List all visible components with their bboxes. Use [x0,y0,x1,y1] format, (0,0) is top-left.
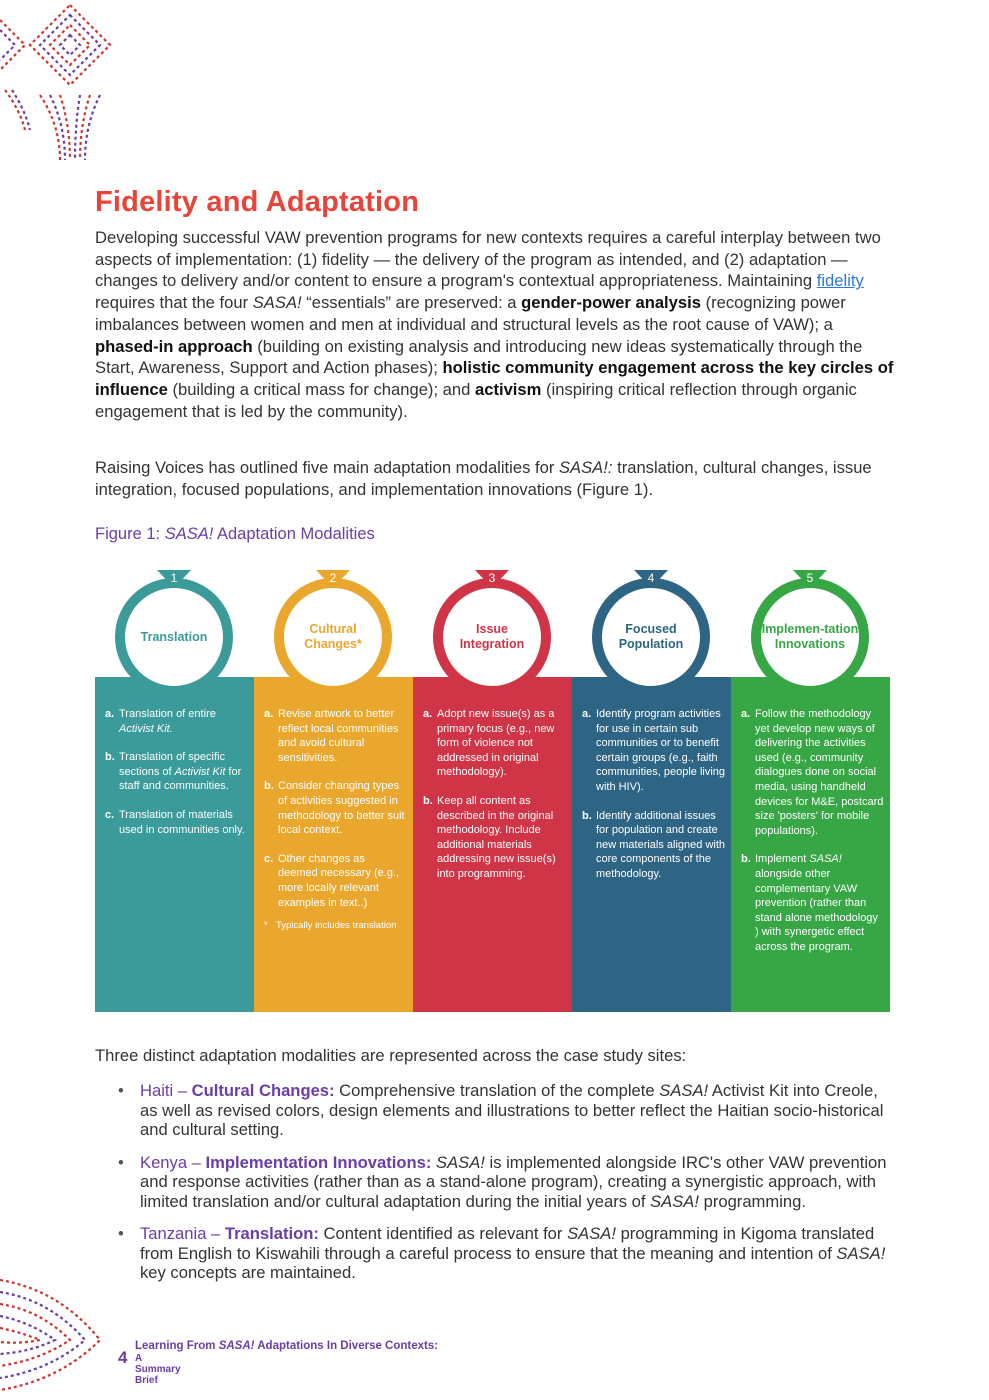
list-item-haiti: • Haiti – Cultural Changes: Comprehensive translation of the complete SASA! Activist Kit into Creole, as well as revised colors, design elements and illustrations to better reflect the Haitian socio-historical and cultural setting. [118,1081,884,1139]
modality-label: Implemen-tation Innovations [751,578,869,696]
page-number: 4 [118,1348,128,1367]
modality-number-badge: 5 [793,570,827,588]
modality-column-translation [95,677,254,1012]
fidelity-link[interactable]: fidelity [816,271,864,291]
list-item: a. Adopt new issue(s) as a primary focus (e.g., new form of violence not addressed in original methodology). [423,708,555,779]
modality-header-translation [95,570,254,700]
modality-header-issue-integration [413,570,572,700]
footer-title: Learning From SASA! Adaptations In Diverse Contexts: [135,1340,439,1352]
footer-subtitle: A Summary Brief [135,1353,181,1386]
list-item: c. Other changes as deemed necessary (e.g., more locally relevant examples in text..) [264,852,400,909]
modality-number-badge: 3 [475,570,509,588]
modality-number-badge: 2 [316,570,350,588]
case-study-list [118,1081,898,1296]
decorative-pattern-bottom [0,1270,110,1400]
footnote: * Typically includes translation [264,920,397,932]
modality-label: Issue Integration [433,578,551,696]
case-study-intro-paragraph: Three distinct adaptation modalities are represented across the case study sites: [95,1046,687,1065]
list-item-tanzania: • Tanzania – Translation: Content identified as relevant for SASA! programming in Kigoma translated from English to Kiswahili through a careful process to ensure that the meaning and intention of SASA! key concepts are maintained. [118,1224,886,1282]
modality-header-implementation-innovations [731,570,890,700]
modality-column-cultural-changes [254,677,413,1012]
modality-column-issue-integration [413,677,572,1012]
modality-number-badge: 1 [157,570,191,588]
modality-header-cultural-changes [254,570,413,700]
modality-column-implementation-innovations [731,677,890,1012]
list-item: c. Translation of materials used in communities only. [105,808,245,836]
adaptation-modalities-figure [95,570,889,1012]
list-item: b. Keep all content as described in the original methodology. Include additional materials addressing new issue(s) into programming. [423,794,556,880]
list-item: b. Consider changing types of activities suggested in methodology to better suit local context. [264,780,405,837]
intro-paragraph: Developing successful VAW prevention programs for new contexts requires a careful interplay between two aspects of implementation: (1) fidelity — the delivery of the program as intended, and (2) adaptation — changes to delivery and/or content to ensure a program's contextual appropriateness. Maintaining fidelity requires that the four SASA! “essentials” are preserved: a gender-power analysis (recognizing power imbalances between women and men at individual and structural levels as the root cause of VAW); a phased-in approach (building on existing analysis and introducing new ideas systematically through the Start, Awareness, Support and Action phases); holistic community engagement across the key circles of influence (building a critical mass for change); and activism (inspiring critical reflection through organic engagement that is led by the community). [95,228,894,421]
decorative-pattern-top [0,0,135,165]
list-item: a. Identify program activities for use in certain sub communities or to benefit certain groups (e.g., faith communities, people living with HIV). [582,708,726,793]
figure-caption: Figure 1: SASA! Adaptation Modalities [95,525,375,543]
list-item: b. Translation of specific sections of Activist Kit for staff and communities. [105,751,242,793]
modality-label: Cultural Changes* [274,578,392,696]
page-title: Fidelity and Adaptation [95,186,420,218]
modality-label: Translation [115,578,233,696]
modality-label: Focused Population [592,578,710,696]
list-item: b. Implement SASA! alongside other complementary VAW prevention (rather than stand alone methodology ) with synergetic effect across the program. [741,853,878,953]
list-item-kenya: • Kenya – Implementation Innovations: SASA! is implemented alongside IRC's other VAW prevention and response activities (rather than as a stand-alone program), creating a synergistic approach, with limited translation and/or cultural adaptation during the initial years of SASA! programming. [118,1152,887,1211]
modality-header-focused-population [572,570,731,700]
modality-column-focused-population [572,677,731,1012]
modality-number-badge: 4 [634,570,668,588]
modalities-intro-paragraph: Raising Voices has outlined five main adaptation modalities for SASA!: translation, cultural changes, issue integration, focused populations, and implementation innovations (Figure 1). [95,458,872,499]
list-item: a. Revise artwork to better reflect local communities and avoid cultural sensitivities. [264,708,399,764]
list-item: b. Identify additional issues for population and create new materials aligned with core components of the methodology. [582,809,726,880]
list-item: a. Follow the methodology yet develop new ways of delivering the activities used (e.g., community dialogues done on social media, using handheld devices for M&E, postcard size 'posters' for mobile populations). [741,708,884,837]
list-item: a. Translation of entire Activist Kit. [105,708,216,735]
